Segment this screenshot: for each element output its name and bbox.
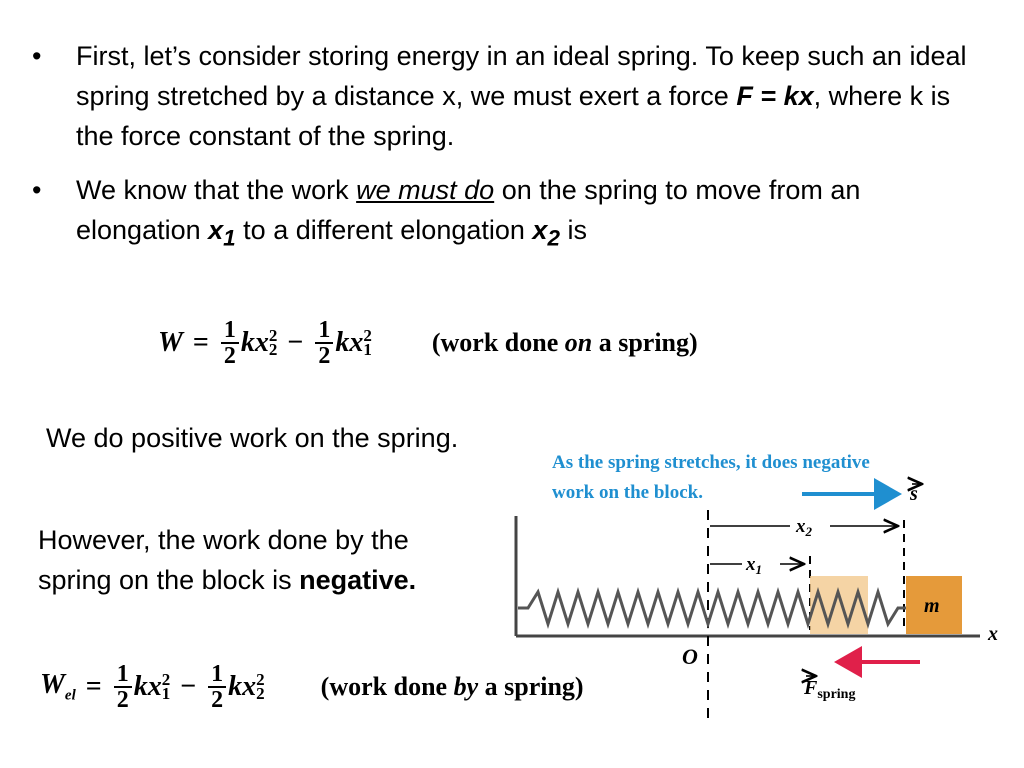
- force-symbol: F: [804, 677, 818, 699]
- note-post: a spring): [592, 328, 698, 357]
- eq1-term2: kx: [335, 327, 364, 358]
- negative-word: negative.: [299, 565, 417, 595]
- spring-block-figure: [480, 440, 1024, 740]
- sup: 2: [161, 670, 171, 689]
- sub: 2: [256, 684, 265, 703]
- bullet-dot: •: [32, 175, 42, 205]
- eq2-minus: −: [180, 671, 197, 702]
- frac-num: 1: [221, 318, 239, 344]
- eq2-term2-indices: [256, 670, 265, 703]
- bullet2-text3: to a different elongation: [235, 215, 533, 245]
- x1-symbol: x: [746, 554, 756, 575]
- note-pre: (work done: [320, 672, 454, 701]
- bullet-dot: •: [32, 41, 42, 71]
- bullet2-text2: on the spring to move from an elongation: [76, 175, 861, 245]
- note-emphasis: on: [564, 328, 593, 357]
- bullet2-emphasis: we must do: [356, 175, 495, 205]
- note-emphasis: by: [453, 672, 479, 701]
- sup: 2: [363, 326, 372, 345]
- eq2-term2: kx: [228, 671, 257, 702]
- work-on-spring-equation: [158, 318, 698, 368]
- frac-den: 2: [318, 343, 331, 369]
- x2-subscript: 2: [805, 524, 812, 539]
- mass-label: m: [924, 595, 940, 617]
- eq1-half-2: [315, 318, 333, 368]
- frac-num: 1: [208, 662, 226, 688]
- caption-line1: As the spring stretches, it does negative: [552, 452, 870, 473]
- bullet-spring-force: [32, 36, 992, 156]
- frac-den: 2: [211, 687, 224, 713]
- sup: 2: [268, 326, 278, 345]
- sub: 2: [268, 340, 278, 359]
- block-at-x1: [810, 576, 868, 634]
- x2-subscript: 2: [547, 225, 560, 251]
- bullet-work: [32, 170, 992, 258]
- note-pre: (work done: [431, 328, 565, 357]
- lhs-symbol: W: [40, 669, 65, 701]
- frac-den: 2: [116, 687, 129, 713]
- frac-num: 1: [114, 662, 132, 688]
- x1-symbol: x: [208, 215, 224, 245]
- bullet1-text1: First, let’s consider storing energy in an ideal spring. To keep such an ideal spring stretched by a distance x, we must exert a force: [76, 41, 967, 111]
- eq2-equals: =: [85, 671, 102, 702]
- eq2-half-2: [208, 662, 226, 712]
- sup: 2: [256, 670, 265, 689]
- frac-den: 2: [223, 343, 236, 369]
- x2-symbol: x: [796, 516, 806, 537]
- bullet2-text4: is: [559, 215, 587, 245]
- force-label: [803, 677, 855, 702]
- eq2-term1-indices: [161, 670, 171, 703]
- eq1-equals: =: [192, 327, 209, 358]
- eq1-minus: −: [287, 327, 304, 358]
- negative-work-text: [38, 520, 468, 600]
- eq2-half-1: [114, 662, 132, 712]
- frac-num: 1: [315, 318, 333, 344]
- force-equation: F = kx: [736, 81, 814, 111]
- bullet2-text1: We know that the work: [76, 175, 357, 205]
- eq2-lhs: [40, 669, 76, 705]
- eq1-note: [432, 328, 698, 358]
- eq2-term1: kx: [133, 671, 162, 702]
- axis-x-label: x: [988, 623, 998, 645]
- eq1-term1: kx: [240, 327, 269, 358]
- eq1-term1-indices: [268, 326, 278, 359]
- origin-label: O: [682, 644, 698, 669]
- sub: 1: [161, 684, 171, 703]
- sub: 1: [363, 340, 372, 359]
- bullet-list: [32, 36, 992, 272]
- force-subscript: spring: [817, 687, 856, 702]
- s-label: s: [910, 483, 918, 505]
- eq1-half-1: [221, 318, 239, 368]
- note-post: a spring): [478, 672, 584, 701]
- eq1-lhs: W: [158, 327, 183, 358]
- x2-symbol: x: [532, 215, 548, 245]
- caption-line2: work on the block.: [552, 482, 703, 503]
- bullet1-text2: , where k is the force constant of the spring.: [76, 81, 951, 151]
- x1-subscript: 1: [755, 562, 762, 577]
- positive-work-text: We do positive work on the spring.: [46, 423, 459, 453]
- lhs-subscript: el: [64, 687, 76, 704]
- eq1-term2-indices: [363, 326, 372, 359]
- however-text: However, the work done by the spring on the block is: [38, 525, 409, 595]
- x1-subscript: 1: [223, 225, 236, 251]
